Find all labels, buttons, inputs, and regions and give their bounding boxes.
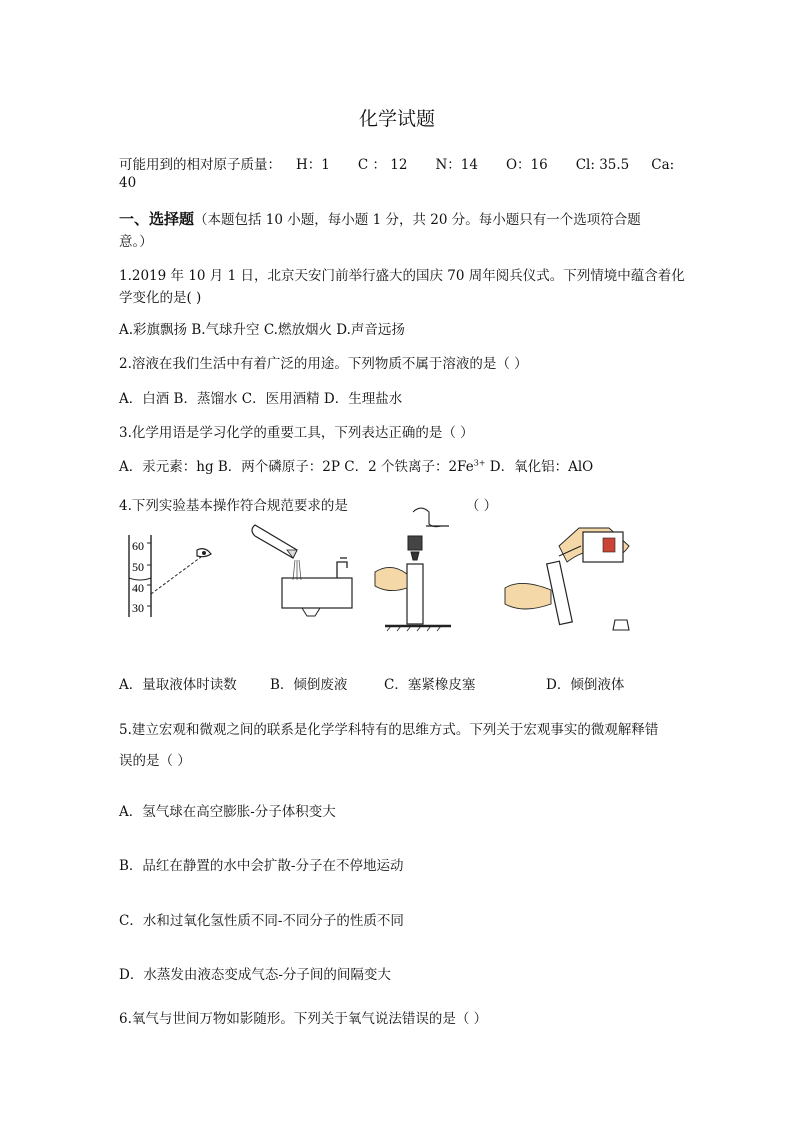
q4-option-d: D．倾倒液体	[546, 677, 625, 693]
q4-paren: （ ）	[465, 498, 498, 514]
atomic-mass-n: N：14	[435, 157, 478, 173]
q1-stem-line1: 1.2019 年 10 月 1 日，北京天安门前举行盛大的国庆 70 周年阅兵仪式。下列情境中蕴含着化	[119, 268, 685, 284]
cylinder-tick-50: 50	[132, 560, 144, 574]
eye-icon	[197, 549, 211, 557]
q1-stem-line2: 学变化的是( )	[119, 290, 202, 306]
q3-stem: 3.化学用语是学习化学的重要工具，下列表达正确的是（ ）	[119, 425, 474, 441]
q5-option-b: B．品红在静置的水中会扩散-分子在不停地运动	[119, 858, 404, 874]
figure-c-rubber-stopper	[371, 502, 466, 632]
q2-stem: 2.溶液在我们生活中有着广泛的用途。下列物质不属于溶液的是（ ）	[119, 356, 528, 372]
atomic-mass-o: O：16	[505, 157, 548, 173]
section-heading: 一、选择题	[119, 210, 195, 228]
section-note: （本题包括 10 小题，每小题 1 分，共 20 分。每小题只有一个选项符合题	[194, 212, 641, 228]
q4-option-a: A．量取液体时读数	[119, 677, 237, 693]
atomic-masses-prefix: 可能用到的相对原子质量：	[119, 157, 281, 173]
cylinder-tick-30: 30	[132, 601, 144, 615]
q6-stem: 6.氧气与世间万物如影随形。下列关于氧气说法错误的是（ ）	[119, 1011, 488, 1027]
atomic-mass-c: C ： 12	[357, 157, 408, 173]
q4-option-c: C．塞紧橡皮塞	[384, 677, 476, 693]
section-heading-line	[119, 208, 641, 229]
q4-stem: 4.下列实验基本操作符合规范要求的是	[119, 498, 348, 514]
section-note-wrap: 意。）	[119, 234, 153, 250]
q5-option-a: A．氢气球在高空膨胀-分子体积变大	[119, 804, 336, 820]
q3-options-post: D．氧化铝：AlO	[485, 459, 594, 475]
cylinder-tick-40: 40	[132, 581, 144, 595]
figure-b-pour-waste	[247, 520, 357, 620]
q3-options	[119, 455, 593, 475]
q1-options: A.彩旗飘扬 B.气球升空 C.燃放烟火 D.声音远扬	[119, 322, 405, 338]
q5-option-c: C．水和过氧化氢性质不同-不同分子的性质不同	[119, 913, 404, 929]
atomic-masses-line	[119, 153, 674, 173]
figure-a-cylinder-reading	[119, 520, 224, 620]
q5-option-d: D．水蒸发由液态变成气态-分子间的间隔变大	[119, 967, 391, 983]
q5-stem-line2: 误的是（ ）	[119, 753, 191, 769]
page-title: 化学试题	[358, 108, 435, 130]
atomic-mass-wrap: 40	[119, 175, 137, 191]
q5-stem-line1: 5.建立宏观和微观之间的联系是化学学科特有的思维方式。下列关于宏观事实的微观解释错	[119, 722, 659, 738]
cylinder-tick-60: 60	[132, 539, 144, 553]
atomic-mass-ca: Ca:	[651, 157, 675, 173]
atomic-mass-cl: Cl: 35.5	[575, 157, 630, 173]
q3-options-pre: A．汞元素：hg B．两个磷原子：2P C．2 个铁离子：2Fe	[119, 459, 474, 475]
figure-d-pour-liquid	[501, 518, 646, 643]
atomic-mass-h: H：1	[296, 157, 330, 173]
q2-options: A．白酒 B．蒸馏水 C．医用酒精 D．生理盐水	[119, 391, 403, 407]
q4-option-b: B．倾倒废液	[270, 677, 348, 693]
q4-figures	[119, 520, 679, 645]
q3-charge: 3+	[473, 458, 486, 468]
